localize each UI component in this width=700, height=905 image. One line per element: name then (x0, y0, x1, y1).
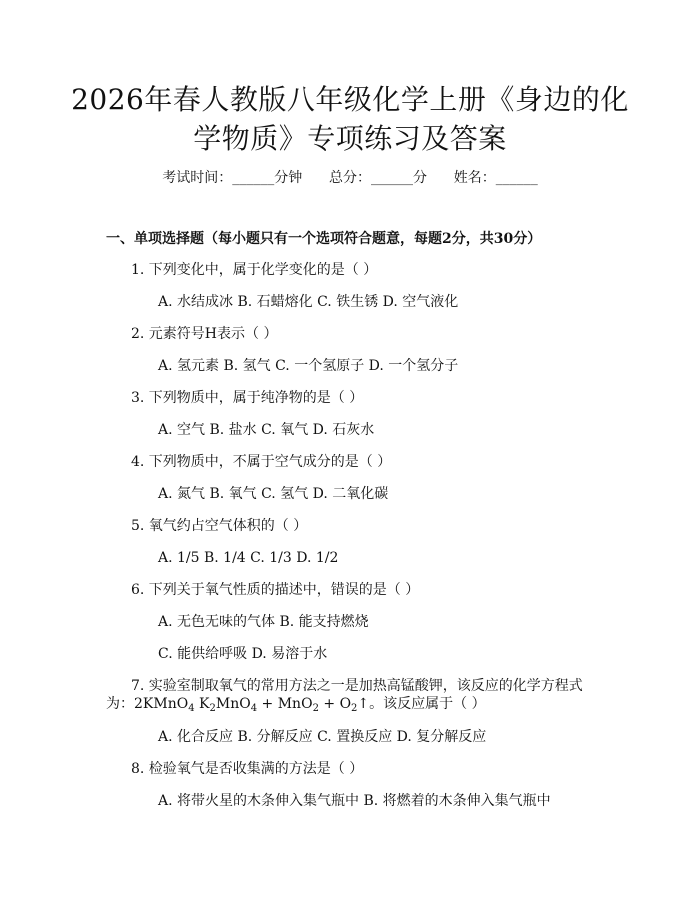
q7-mid-4: + O (318, 696, 352, 712)
question-4-options: A. 氮气 B. 氧气 C. 氢气 D. 二氧化碳 (158, 486, 389, 502)
q7-sub-5: 2 (351, 703, 358, 714)
q7-prefix: 为：2KMnO (106, 696, 189, 712)
question-5: 5. 氧气约占空气体积的（ ） (131, 518, 308, 534)
q7-suffix: ↑。该反应属于（ ） (357, 696, 486, 712)
question-1: 1. 下列变化中，属于化学变化的是（ ） (131, 262, 378, 278)
question-6-options-line-1: A. 无色无味的气体 B. 能支持燃烧 (158, 614, 369, 630)
question-7-line-2 (106, 694, 486, 719)
question-8: 8. 检验氧气是否收集满的方法是（ ） (131, 761, 364, 777)
question-6: 6. 下列关于氧气性质的描述中，错误的是（ ） (131, 582, 420, 598)
question-1-options: A. 水结成冰 B. 石蜡熔化 C. 铁生锈 D. 空气液化 (158, 294, 459, 310)
q7-sub-2: 2 (209, 703, 216, 714)
q7-mid-3: + MnO (257, 696, 313, 712)
question-4: 4. 下列物质中，不属于空气成分的是（ ） (131, 454, 392, 470)
question-6-options-line-2: C. 能供给呼吸 D. 易溶于水 (158, 646, 328, 662)
question-8-options: A. 将带火星的木条伸入集气瓶中 B. 将燃着的木条伸入集气瓶中 (158, 793, 551, 809)
question-7-options: A. 化合反应 B. 分解反应 C. 置换反应 D. 复分解反应 (158, 729, 487, 745)
exam-info: 考试时间：______分钟 总分：______分 姓名：______ (162, 170, 538, 186)
section-heading: 一、单项选择题（每小题只有一个选项符合题意，每题2分，共30分） (106, 231, 542, 247)
question-7-line-1: 7. 实验室制取氧气的常用方法之一是加热高锰酸钾，该反应的化学方程式 (131, 678, 583, 694)
q7-mid-2: MnO (215, 696, 251, 712)
question-2-options: A. 氢元素 B. 氢气 C. 一个氢原子 D. 一个氢分子 (158, 358, 459, 374)
q7-sub-4: 2 (312, 703, 319, 714)
question-2: 2. 元素符号H表示（ ） (131, 326, 278, 342)
q7-mid-1: K (194, 696, 210, 712)
question-3: 3. 下列物质中，属于纯净物的是（ ） (131, 390, 364, 406)
document-title-line-2: 学物质》专项练习及答案 (193, 122, 507, 155)
q7-sub-1: 4 (188, 703, 195, 714)
q7-sub-3: 4 (250, 703, 258, 714)
document-title-line-1: 2026年春人教版八年级化学上册《身边的化 (71, 83, 629, 116)
question-5-options: A. 1/5 B. 1/4 C. 1/3 D. 1/2 (158, 550, 339, 566)
question-3-options: A. 空气 B. 盐水 C. 氧气 D. 石灰水 (158, 422, 375, 438)
